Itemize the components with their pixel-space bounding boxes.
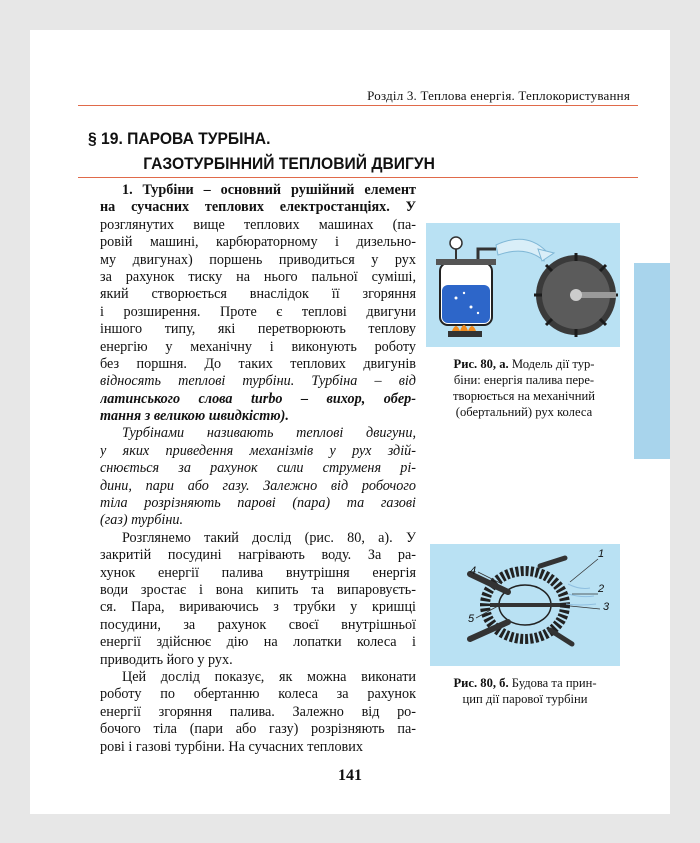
text-line: на сучасних теплових електростанціях. У	[100, 199, 416, 216]
water	[442, 285, 490, 323]
nozzle	[540, 558, 565, 566]
nozzle	[550, 630, 572, 644]
text-line: енергію у механічну і виконують роботу	[100, 338, 416, 355]
flask-lid	[436, 259, 496, 265]
text-line: бочого тіла (пари або газу) розрізняють па-	[100, 721, 416, 738]
label-2: 2	[598, 583, 605, 595]
text-line: тання з великою швидкістю).	[100, 408, 289, 425]
header-rule	[78, 105, 638, 106]
text-line: води зростає і вона кипить та випаровуєть-	[100, 581, 416, 598]
text-line: му двигунах) поршень приводиться у рух	[100, 251, 416, 268]
text-line: ся. Пара, вириваючись з трубки у кришці	[100, 599, 416, 616]
figure-80b-steam-turbine	[430, 544, 620, 666]
text-line: без поршня. До таких теплових двигунів	[100, 355, 416, 372]
text-line: хунок енергії палива внутрішня енергія	[100, 564, 416, 581]
caption-label: Рис. 80, б.	[453, 676, 509, 690]
figure-80b-caption	[430, 675, 620, 707]
bubble	[477, 312, 479, 314]
leader-line	[570, 606, 600, 609]
text-line: Турбінами називають теплові двигуни,	[122, 425, 416, 442]
bubble	[470, 306, 473, 309]
text-line: рові і газові турбіни. На сучасних теплових	[100, 738, 363, 755]
paragraph-3	[100, 530, 416, 669]
text-line: і розширення. Проте є теплові двигуни	[100, 303, 416, 320]
text-line: який створюється внаслідок її згоряння	[100, 286, 416, 303]
text-line: посудини, за рахунок своєї внутрішньої	[100, 616, 416, 633]
figure-80a-turbine-model	[426, 223, 620, 347]
caption-line: Модель дії тур-	[511, 357, 595, 371]
paragraph-4	[100, 669, 416, 756]
caption-line: (обертальний) рух колеса	[455, 405, 593, 419]
steam-tube	[478, 249, 496, 259]
paragraph-2-definition	[100, 425, 416, 529]
textbook-page	[30, 30, 670, 814]
text-line: дини, пари або газу. Залежно від робочого	[100, 477, 416, 494]
leader-line	[570, 559, 598, 582]
text-line: ровій машині, карбюраторному і дизельно-	[100, 234, 416, 251]
paragraph-1	[100, 182, 416, 425]
caption-line: цип дії парової турбіни	[462, 692, 588, 706]
text-line: приводить його у рух.	[100, 651, 233, 668]
text-line: снюється за рахунок сили струменя рі-	[100, 460, 416, 477]
text-line: (газ) турбіни.	[100, 512, 184, 529]
caption-line: біни: енергія палива пере-	[453, 373, 595, 387]
text-line: енергії згоряння палива. Залежно від ро-	[100, 703, 416, 720]
label-5: 5	[468, 613, 475, 625]
text-line: Цей дослід показує, як можна виконати	[122, 668, 416, 685]
figure-80a-caption	[426, 356, 622, 420]
pressure-gauge	[450, 237, 462, 249]
text-line: закритій посудині нагрівають воду. За ра-	[100, 547, 416, 564]
text-line: 1. Турбіни – основний рушійний елемент	[122, 182, 416, 198]
text-line: тіла розрізняють парові (пара) та газові	[100, 495, 416, 512]
text-line: у яких приведення механізмів у рух здій-	[100, 442, 416, 459]
text-line: іншого типу, які перетворюють теплову	[100, 321, 416, 338]
text-line: відносять теплові турбіни. Турбіна – від	[100, 373, 416, 390]
margin-tab	[634, 263, 670, 459]
page-number: 141	[338, 767, 362, 784]
steam-arrow	[538, 249, 554, 261]
body-text	[100, 182, 416, 756]
turbine-model-illustration	[426, 223, 620, 347]
steam-turbine-diagram	[430, 544, 620, 666]
bubble	[463, 292, 465, 294]
running-head: Розділ 3. Теплова енергія. Теплокористування	[367, 88, 630, 103]
leader-line	[476, 606, 498, 618]
label-1: 1	[598, 548, 605, 560]
bubble	[455, 297, 458, 300]
text-line: енергії здійснює дію на лопатки колеса і	[100, 634, 416, 651]
burner	[448, 331, 482, 337]
text-line: за рахунок тиску на нього пальної суміші,	[100, 268, 416, 285]
text-line: латинського слова turbo – вихор, обер-	[100, 390, 416, 407]
text-line: Розглянемо такий дослід (рис. 80, а). У	[122, 529, 416, 546]
title-rule	[78, 177, 638, 178]
caption-line: Будова та прин-	[511, 676, 597, 690]
text-line: роботу по обертанню колеса за рахунок	[100, 686, 416, 703]
heading-line-1: § 19. ПАРОВА ТУРБІНА.	[88, 129, 271, 148]
section-heading	[88, 126, 435, 176]
wheel-hub	[570, 289, 582, 301]
steam-streams	[566, 584, 596, 605]
text-line: розглянутих вище теплових машинах (па-	[100, 216, 416, 233]
heading-line-2: ГАЗОТУРБІННИЙ ТЕПЛОВИЙ ДВИГУН	[143, 154, 435, 173]
label-4: 4	[470, 565, 477, 577]
caption-line: творюється на механічний	[453, 389, 595, 403]
label-3: 3	[603, 601, 610, 613]
caption-label: Рис. 80, а.	[453, 357, 509, 371]
